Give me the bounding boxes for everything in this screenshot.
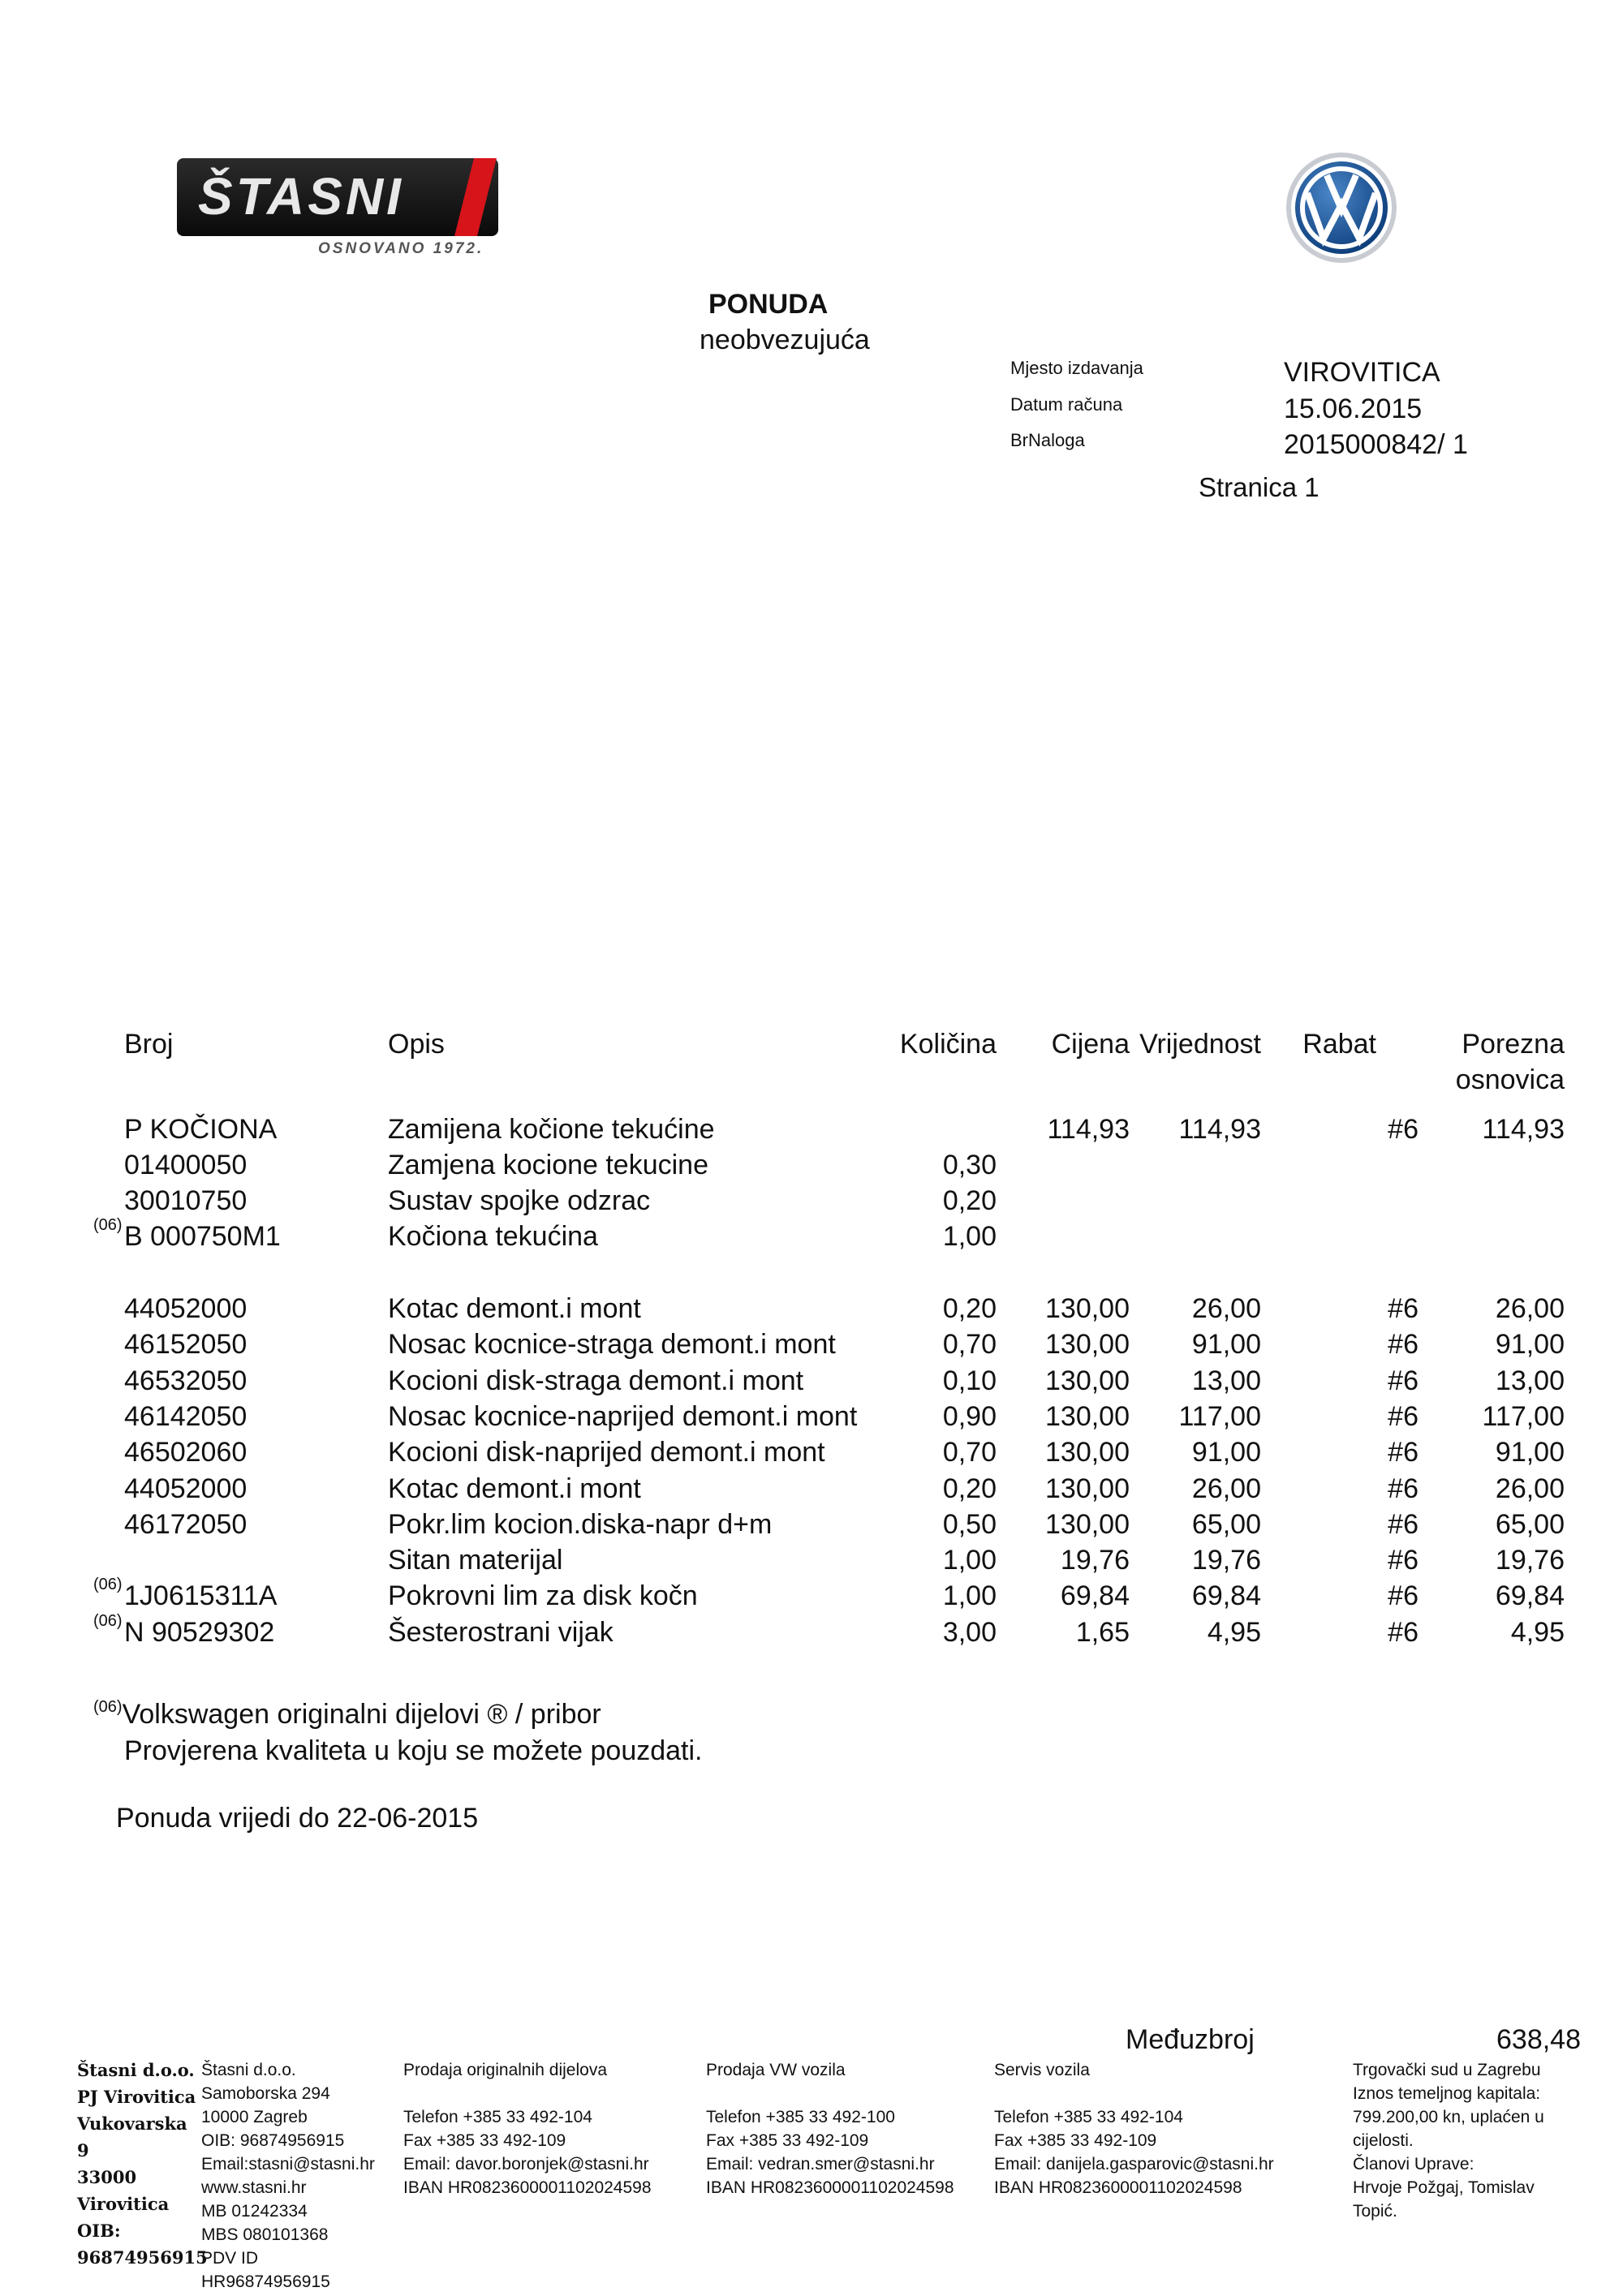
footer-line: Servis vozila — [994, 2061, 1090, 2079]
footer-line — [403, 2082, 652, 2105]
footer-legal — [1353, 2058, 1544, 2223]
cell-opis: Kocioni disk-naprijed demont.i mont — [388, 1437, 825, 1468]
col-header-cijena: Cijena — [1051, 1029, 1130, 1060]
subtotal-label: Međuzbroj — [1126, 2024, 1255, 2055]
cell-vrijednost: 65,00 — [1191, 1509, 1261, 1540]
footer-line: PJ Virovitica — [77, 2087, 196, 2107]
meta-label-order: BrNaloga — [1010, 430, 1085, 450]
footer-line: Štasni d.o.o. — [201, 2061, 296, 2079]
stasni-logo-text: ŠTASNI — [198, 167, 404, 226]
footer-line: Telefon +385 33 492-100 — [706, 2108, 895, 2126]
cell-porezna-osnovica: 13,00 — [1495, 1365, 1565, 1396]
footer-line: IBAN HR0823600001102024598 — [706, 2178, 954, 2197]
cell-rabat: #6 — [1388, 1293, 1419, 1324]
footer-line: Fax +385 33 492-109 — [994, 2131, 1157, 2150]
cell-opis: Zamijena kočione tekućine — [388, 1114, 715, 1145]
cell-broj: 46172050 — [124, 1509, 248, 1540]
cell-footnote-mark: (06) — [93, 1216, 123, 1234]
footer-parts-sales — [403, 2058, 652, 2199]
cell-broj: 46152050 — [124, 1329, 248, 1360]
document-title: PONUDA — [708, 289, 829, 320]
cell-porezna-osnovica: 4,95 — [1510, 1617, 1565, 1648]
cell-rabat: #6 — [1388, 1114, 1419, 1145]
cell-kolicina: 0,70 — [942, 1329, 997, 1360]
vw-note-line2: Provjerena kvaliteta u koju se možete pouzdati. — [124, 1735, 703, 1766]
cell-rabat: #6 — [1388, 1329, 1419, 1360]
footer-branch — [77, 2057, 208, 2271]
cell-cijena: 130,00 — [1045, 1293, 1130, 1324]
footer-line: Trgovački sud u Zagrebu — [1353, 2061, 1541, 2079]
footer-line: Članovi Uprave: — [1353, 2155, 1474, 2173]
footer-line: Fax +385 33 492-109 — [706, 2131, 869, 2150]
cell-broj: P KOČIONA — [124, 1114, 278, 1145]
cell-rabat: #6 — [1388, 1365, 1419, 1396]
cell-porezna-osnovica: 91,00 — [1495, 1329, 1565, 1360]
footer-line: MB 01242334 — [201, 2202, 308, 2221]
footer-line: OIB: — [77, 2221, 121, 2241]
cell-vrijednost: 114,93 — [1178, 1114, 1261, 1145]
cell-kolicina: 3,00 — [942, 1617, 997, 1648]
cell-kolicina: 0,90 — [942, 1401, 997, 1432]
cell-broj: 46502060 — [124, 1437, 248, 1468]
cell-broj: 44052000 — [124, 1473, 248, 1504]
footer-line: Telefon +385 33 492-104 — [994, 2108, 1183, 2126]
footer-line: Prodaja VW vozila — [706, 2061, 846, 2079]
cell-cijena: 130,00 — [1045, 1365, 1130, 1396]
cell-broj: 44052000 — [124, 1293, 248, 1324]
footer-line: 33000 — [77, 2167, 137, 2187]
cell-broj: B 000750M1 — [124, 1221, 281, 1252]
footer-line — [706, 2082, 954, 2105]
footer-line: Štasni d.o.o. — [77, 2060, 195, 2080]
col-header-kolicina: Količina — [899, 1029, 997, 1060]
col-header-opis: Opis — [388, 1029, 445, 1060]
cell-cijena: 1,65 — [1075, 1617, 1130, 1648]
cell-opis: Sitan materijal — [388, 1545, 563, 1576]
cell-cijena: 19,76 — [1060, 1545, 1130, 1576]
footer-line: www.stasni.hr — [201, 2178, 307, 2197]
stasni-logo-tagline: OSNOVANO 1972. — [318, 240, 484, 257]
col-header-broj: Broj — [124, 1029, 174, 1060]
cell-kolicina: 0,50 — [942, 1509, 997, 1540]
meta-value-order: 2015000842/ 1 — [1284, 429, 1468, 460]
footer-line: IBAN HR0823600001102024598 — [403, 2178, 652, 2197]
footer-line: Prodaja originalnih dijelova — [403, 2061, 607, 2079]
cell-vrijednost: 26,00 — [1191, 1473, 1261, 1504]
cell-opis: Kotac demont.i mont — [388, 1293, 641, 1324]
cell-cijena: 114,93 — [1047, 1114, 1130, 1145]
footer-line: Email:stasni@stasni.hr — [201, 2155, 375, 2173]
footer-line: OIB: 96874956915 — [201, 2131, 345, 2150]
cell-opis: Nosac kocnice-straga demont.i mont — [388, 1329, 836, 1360]
cell-porezna-osnovica: 19,76 — [1495, 1545, 1565, 1576]
cell-opis: Zamjena kocione tekucine — [388, 1150, 709, 1180]
vw-note-sup: (06) — [93, 1698, 123, 1716]
offer-validity: Ponuda vrijedi do 22-06-2015 — [116, 1803, 479, 1834]
cell-kolicina: 1,00 — [942, 1545, 997, 1576]
footer-line: cijelosti. — [1353, 2131, 1414, 2150]
vw-note-text: Volkswagen originalni dijelovi ® / pribor — [122, 1699, 601, 1730]
cell-vrijednost: 91,00 — [1191, 1329, 1261, 1360]
footer-vehicle-sales — [706, 2058, 954, 2199]
footer-line: PDV ID — [201, 2249, 259, 2268]
cell-vrijednost: 13,00 — [1191, 1365, 1261, 1396]
stasni-logo-accent — [454, 158, 497, 236]
cell-rabat: #6 — [1388, 1509, 1419, 1540]
cell-porezna-osnovica: 69,84 — [1495, 1580, 1565, 1611]
meta-value-place: VIROVITICA — [1284, 357, 1440, 388]
footer-line: Email: vedran.smer@stasni.hr — [706, 2155, 935, 2173]
footer-line: HR96874956915 — [201, 2272, 330, 2291]
footer-line — [994, 2082, 1274, 2105]
page-number: Stranica 1 — [1199, 472, 1319, 502]
cell-opis: Pokrovni lim za disk kočn — [388, 1580, 698, 1611]
footer-line: Telefon +385 33 492-104 — [403, 2108, 592, 2126]
cell-cijena: 130,00 — [1045, 1509, 1130, 1540]
footer-line: Topić. — [1353, 2202, 1397, 2221]
cell-cijena: 130,00 — [1045, 1437, 1130, 1468]
cell-broj: 1J0615311A — [124, 1580, 278, 1611]
cell-kolicina: 0,20 — [942, 1293, 997, 1324]
cell-porezna-osnovica: 26,00 — [1495, 1293, 1565, 1324]
footer-line: MBS 080101368 — [201, 2225, 329, 2244]
cell-kolicina: 1,00 — [942, 1580, 997, 1611]
cell-cijena: 130,00 — [1045, 1401, 1130, 1432]
cell-porezna-osnovica: 26,00 — [1495, 1473, 1565, 1504]
vw-logo-icon — [1285, 151, 1398, 264]
cell-broj: N 90529302 — [124, 1617, 275, 1648]
cell-broj: 46532050 — [124, 1365, 248, 1396]
footer-line: 799.200,00 kn, uplaćen u — [1353, 2108, 1544, 2126]
cell-broj: 30010750 — [124, 1185, 248, 1216]
footer-line: Iznos temeljnog kapitala: — [1353, 2084, 1541, 2103]
footer-line: Email: davor.boronjek@stasni.hr — [403, 2155, 649, 2173]
cell-rabat: #6 — [1388, 1617, 1419, 1648]
cell-broj: 01400050 — [124, 1150, 248, 1180]
cell-porezna-osnovica: 114,93 — [1482, 1114, 1565, 1145]
col-header-vrijednost: Vrijednost — [1139, 1029, 1261, 1060]
cell-footnote-mark: (06) — [93, 1576, 123, 1593]
cell-vrijednost: 4,95 — [1207, 1617, 1261, 1648]
cell-kolicina: 0,30 — [942, 1150, 997, 1180]
col-header-porezna: Porezna — [1462, 1029, 1565, 1060]
footer-line: 10000 Zagreb — [201, 2108, 308, 2126]
cell-porezna-osnovica: 117,00 — [1482, 1401, 1565, 1432]
subtotal-value: 638,48 — [1496, 2024, 1581, 2055]
document-subtitle: neobvezujuća — [700, 325, 870, 355]
footer-line: Vukovarska — [77, 2113, 187, 2134]
meta-label-date: Datum računa — [1010, 394, 1123, 415]
cell-opis: Pokr.lim kocion.diska-napr d+m — [388, 1509, 773, 1540]
cell-kolicina: 0,20 — [942, 1473, 997, 1504]
cell-vrijednost: 91,00 — [1191, 1437, 1261, 1468]
footer-line: Fax +385 33 492-109 — [403, 2131, 566, 2150]
cell-opis: Šesterostrani vijak — [388, 1617, 613, 1648]
cell-porezna-osnovica: 91,00 — [1495, 1437, 1565, 1468]
vw-note-line1 — [93, 1699, 601, 1731]
cell-cijena: 130,00 — [1045, 1329, 1130, 1360]
footer-company — [201, 2058, 375, 2294]
footer-line: Virovitica — [77, 2194, 170, 2214]
cell-opis: Kotac demont.i mont — [388, 1473, 641, 1504]
cell-opis: Nosac kocnice-naprijed demont.i mont — [388, 1401, 858, 1432]
meta-value-date: 15.06.2015 — [1284, 393, 1423, 424]
footer-line: 9 — [77, 2140, 89, 2161]
cell-rabat: #6 — [1388, 1545, 1419, 1576]
cell-cijena: 130,00 — [1045, 1473, 1130, 1504]
cell-kolicina: 1,00 — [942, 1221, 997, 1252]
footer-line: Email: danijela.gasparovic@stasni.hr — [994, 2155, 1274, 2173]
cell-opis: Kočiona tekućina — [388, 1221, 598, 1252]
cell-rabat: #6 — [1388, 1437, 1419, 1468]
meta-label-place: Mjesto izdavanja — [1010, 358, 1143, 378]
footer-line: IBAN HR0823600001102024598 — [994, 2178, 1242, 2197]
footer-service — [994, 2058, 1274, 2199]
cell-rabat: #6 — [1388, 1473, 1419, 1504]
col-header-osnovica: osnovica — [1455, 1064, 1565, 1095]
cell-cijena: 69,84 — [1060, 1580, 1130, 1611]
cell-vrijednost: 26,00 — [1191, 1293, 1261, 1324]
footer-line: 96874956915 — [77, 2247, 208, 2268]
cell-kolicina: 0,10 — [942, 1365, 997, 1396]
cell-opis: Kocioni disk-straga demont.i mont — [388, 1365, 804, 1396]
cell-rabat: #6 — [1388, 1401, 1419, 1432]
cell-kolicina: 0,70 — [942, 1437, 997, 1468]
cell-vrijednost: 117,00 — [1178, 1401, 1261, 1432]
col-header-rabat: Rabat — [1302, 1029, 1376, 1060]
footer-line: Hrvoje Požgaj, Tomislav — [1353, 2178, 1535, 2197]
cell-kolicina: 0,20 — [942, 1185, 997, 1216]
cell-broj: 46142050 — [124, 1401, 248, 1432]
cell-porezna-osnovica: 65,00 — [1495, 1509, 1565, 1540]
cell-vrijednost: 69,84 — [1191, 1580, 1261, 1611]
cell-opis: Sustav spojke odzrac — [388, 1185, 651, 1216]
cell-footnote-mark: (06) — [93, 1612, 123, 1630]
footer-line: Samoborska 294 — [201, 2084, 330, 2103]
cell-rabat: #6 — [1388, 1580, 1419, 1611]
cell-vrijednost: 19,76 — [1191, 1545, 1261, 1576]
stasni-logo — [177, 158, 498, 236]
